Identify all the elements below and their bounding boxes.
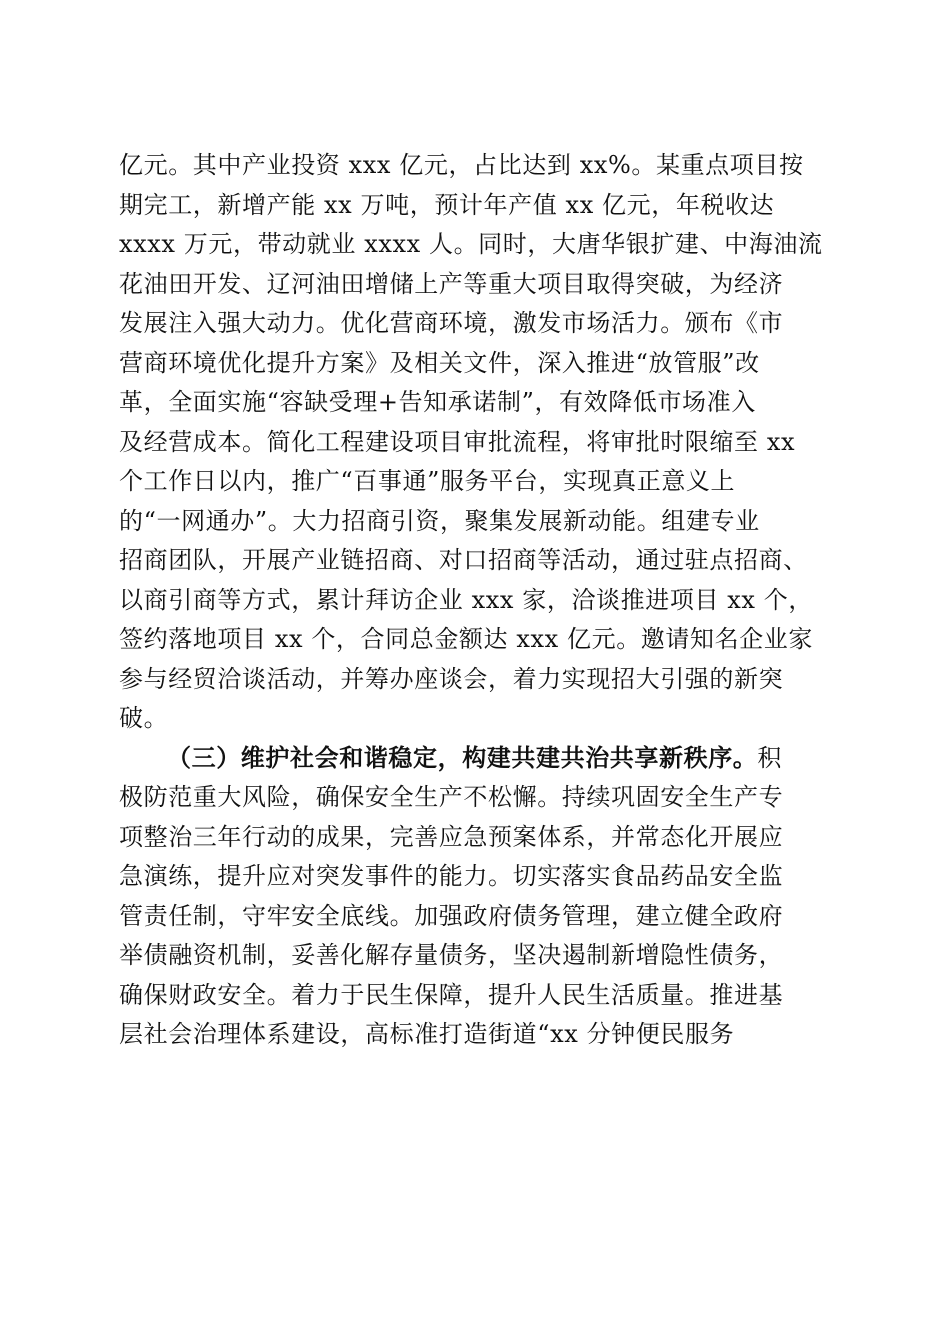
section-heading: （三）维护社会和谐稳定，构建共建共治共享新秩序。 — [167, 742, 758, 772]
paragraph-line: 项整治三年行动的成果，完善应急预案体系，并常态化开展应 — [119, 822, 784, 851]
paragraph-line: 亿元。其中产业投资 xxx 亿元，占比达到 xx%。某重点项目按 — [119, 151, 804, 179]
paragraph-line: 以商引商等方式，累计拜访企业 xxx 家，洽谈推进项目 xx 个， — [119, 585, 813, 614]
paragraph-line: 管责任制，守牢安全底线。加强政府债务管理，建立健全政府 — [119, 901, 784, 930]
section-first-line-rest: 积 — [757, 743, 783, 772]
paragraph-line: 个工作日以内，推广“百事通”服务平台，实现真正意义上 — [119, 467, 736, 495]
paragraph-line: 举债融资机制，妥善化解存量债务，坚决遏制新增隐性债务， — [119, 941, 784, 969]
paragraph-line: 营商环境优化提升方案》及相关文件，深入推进“放管服”改 — [119, 348, 760, 377]
paragraph-line: 急演练，提升应对突发事件的能力。切实落实食品药品安全监 — [119, 862, 784, 890]
paragraph-line: 层社会治理体系建设，高标准打造街道“xx 分钟便民服务 — [119, 1020, 735, 1048]
paragraph-line: 极防范重大风险，确保安全生产不松懈。持续巩固安全生产专 — [119, 783, 784, 811]
paragraph-line: 期完工，新增产能 xx 万吨，预计年产值 xx 亿元，年税收达 — [119, 190, 775, 219]
paragraph-line: 及经营成本。简化工程建设项目审批流程，将审批时限缩至 xx — [119, 427, 796, 456]
paragraph-line: 花油田开发、辽河油田增储上产等重大项目取得突破，为经济 — [119, 269, 784, 298]
paragraph-line: 革，全面实施“容缺受理+告知承诺制”，有效降低市场准入 — [119, 388, 756, 416]
paragraph-line: 确保财政安全。着力于民生保障，提升人民生活质量。推进基 — [119, 980, 784, 1009]
paragraph-line: 的“一网通办”。大力招商引资，聚集发展新动能。组建专业 — [119, 506, 760, 535]
section-heading-line — [167, 736, 782, 780]
paragraph-line: 参与经贸洽谈活动，并筹办座谈会，着力实现招大引强的新突 — [119, 664, 784, 693]
paragraph-line: 招商团队，开展产业链招商、对口招商等活动，通过驻点招商、 — [119, 546, 808, 574]
paragraph-line: xxxx 万元，带动就业 xxxx 人。同时，大唐华银扩建、中海油流 — [119, 230, 823, 258]
paragraph-line: 发展注入强大动力。优化营商环境，激发市场活力。颁布《市 — [119, 309, 784, 337]
paragraph-line: 破。 — [119, 704, 169, 732]
paragraph-line: 签约落地项目 xx 个，合同总金额达 xxx 亿元。邀请知名企业家 — [119, 625, 813, 653]
